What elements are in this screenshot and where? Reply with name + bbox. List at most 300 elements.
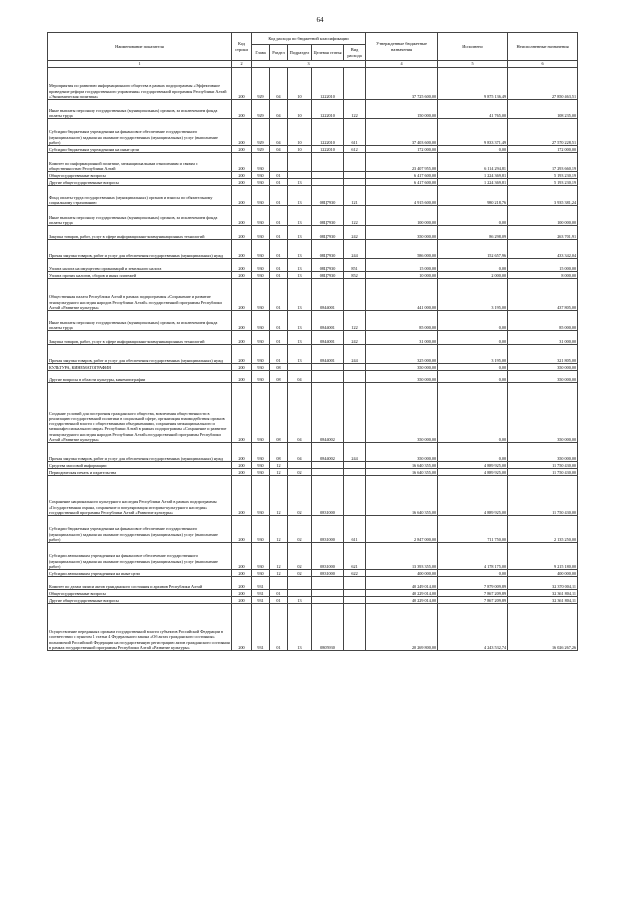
row-glava: 930 — [252, 279, 270, 311]
row-line-code: 200 — [232, 383, 252, 443]
row-executed: 3 195,00 — [438, 345, 508, 364]
row-unexecuted: 437 805,00 — [508, 279, 578, 311]
row-name: Уплата налога на имущество организаций и земельного налога — [48, 259, 232, 272]
column-number: 6 — [508, 61, 578, 68]
row-csr: 0805930 — [312, 604, 344, 651]
row-podrazdel: 13 — [288, 226, 312, 240]
row-line-code: 200 — [232, 604, 252, 651]
row-razdel: 01 — [270, 186, 288, 206]
row-csr — [312, 364, 344, 371]
row-csr: 1222010 — [312, 100, 344, 119]
table-row — [48, 119, 578, 146]
row-approved: 350 000,00 — [366, 383, 438, 443]
row-unexecuted: 15 000,00 — [508, 259, 578, 272]
header-csr: Целевая статья — [312, 45, 344, 61]
row-unexecuted: 263 701,91 — [508, 226, 578, 240]
row-razdel: 01 — [270, 226, 288, 240]
row-line-code: 200 — [232, 272, 252, 279]
row-podrazdel: 13 — [288, 311, 312, 331]
page-number: 64 — [316, 16, 324, 24]
row-executed: 9 833 371,49 — [438, 119, 508, 146]
table-row — [48, 172, 578, 179]
row-approved: 85 000,00 — [366, 311, 438, 331]
row-executed: 3 195,00 — [438, 279, 508, 311]
row-razdel: 01 — [270, 311, 288, 331]
row-executed: 0,00 — [438, 311, 508, 331]
row-glava: 929 — [252, 100, 270, 119]
row-glava: 930 — [252, 371, 270, 383]
row-csr: 0844001 — [312, 279, 344, 311]
header-podrazdel: Подраздел — [288, 45, 312, 61]
row-razdel: 01 — [270, 590, 288, 597]
row-glava: 930 — [252, 469, 270, 476]
row-approved: 16 640 355,00 — [366, 476, 438, 516]
table-row — [48, 345, 578, 364]
header-unexecuted: Неисполненные назначения — [508, 33, 578, 61]
row-vr — [344, 590, 366, 597]
row-unexecuted: 32 361 804,11 — [508, 597, 578, 604]
row-podrazdel: 04 — [288, 443, 312, 462]
row-executed: 0,00 — [438, 146, 508, 153]
row-line-code: 200 — [232, 570, 252, 577]
row-razdel: 01 — [270, 331, 288, 345]
row-podrazdel: 02 — [288, 469, 312, 476]
row-line-code: 200 — [232, 153, 252, 172]
row-csr — [312, 153, 344, 172]
row-line-code: 200 — [232, 100, 252, 119]
column-number: 5 — [438, 61, 508, 68]
row-glava: 930 — [252, 272, 270, 279]
row-vr — [344, 172, 366, 179]
row-csr — [312, 179, 344, 186]
row-glava: 930 — [252, 364, 270, 371]
row-executed: 7 867 209,89 — [438, 597, 508, 604]
row-podrazdel: 13 — [288, 331, 312, 345]
row-csr: 1222010 — [312, 68, 344, 100]
row-approved: 400 000,00 — [366, 570, 438, 577]
row-unexecuted: 350 000,00 — [508, 383, 578, 443]
row-csr: 0831000 — [312, 570, 344, 577]
row-approved: 2 847 000,00 — [366, 516, 438, 543]
row-razdel: 04 — [270, 68, 288, 100]
header-classification: Код расхода по бюджетной классификации — [252, 33, 366, 45]
row-vr — [344, 153, 366, 172]
table-row — [48, 259, 578, 272]
row-glava: 930 — [252, 311, 270, 331]
row-line-code: 200 — [232, 371, 252, 383]
row-unexecuted: 27 850 463,51 — [508, 68, 578, 100]
row-line-code: 200 — [232, 331, 252, 345]
row-razdel — [270, 577, 288, 590]
row-name: КУЛЬТУРА, КИНЕМАТОГРАФИЯ — [48, 364, 232, 371]
row-vr: 622 — [344, 570, 366, 577]
row-approved: 40 229 014,00 — [366, 597, 438, 604]
row-line-code: 200 — [232, 597, 252, 604]
row-executed: 41 765,00 — [438, 100, 508, 119]
row-unexecuted: 172 000,00 — [508, 146, 578, 153]
row-executed: 711 750,00 — [438, 516, 508, 543]
row-vr: 612 — [344, 146, 366, 153]
row-csr: 08Ц7930 — [312, 259, 344, 272]
row-razdel: 01 — [270, 259, 288, 272]
row-name: Осуществление переданных органам государственной власти субъектов Российской Федерации в соответствии с пунктом 1 статьи 4 Федерального закона «Об актах гражданского состояния» полномочий Российской Федерации на государственную регистрацию актов гражданского состояния в рамках государственной программы Республики Алтай «Развитие культуры» — [48, 604, 232, 651]
row-approved: 13 393 355,00 — [366, 543, 438, 570]
row-csr — [312, 462, 344, 469]
row-line-code: 200 — [232, 68, 252, 100]
row-vr — [344, 68, 366, 100]
row-podrazdel — [288, 172, 312, 179]
row-unexecuted: 433 342,04 — [508, 240, 578, 259]
row-vr — [344, 371, 366, 383]
row-podrazdel: 10 — [288, 119, 312, 146]
row-line-code: 200 — [232, 345, 252, 364]
row-glava: 930 — [252, 153, 270, 172]
column-number: 4 — [366, 61, 438, 68]
row-vr — [344, 383, 366, 443]
row-executed: 0,00 — [438, 371, 508, 383]
table-row — [48, 240, 578, 259]
row-vr: 122 — [344, 100, 366, 119]
row-executed: 86 298,09 — [438, 226, 508, 240]
row-unexecuted: 321 805,00 — [508, 345, 578, 364]
row-executed: 0,00 — [438, 383, 508, 443]
row-approved: 37 725 600,00 — [366, 68, 438, 100]
row-vr — [344, 476, 366, 516]
row-razdel: 08 — [270, 371, 288, 383]
table-row — [48, 279, 578, 311]
row-approved: 325 000,00 — [366, 345, 438, 364]
row-vr — [344, 469, 366, 476]
row-unexecuted: 8 000,00 — [508, 272, 578, 279]
header-executed: Исполнено — [438, 33, 508, 61]
table-body — [48, 68, 578, 651]
row-line-code: 200 — [232, 259, 252, 272]
header-line-code: Код строки — [232, 33, 252, 61]
row-line-code: 200 — [232, 172, 252, 179]
row-executed: 152 657,96 — [438, 240, 508, 259]
row-line-code: 200 — [232, 179, 252, 186]
row-approved: 37 403 600,00 — [366, 119, 438, 146]
row-approved: 4 915 600,00 — [366, 186, 438, 206]
row-approved: 586 000,00 — [366, 240, 438, 259]
row-razdel: 01 — [270, 179, 288, 186]
row-name: Иные выплаты персоналу государственных (муниципальных) органов, за исключением фонда оплаты труда — [48, 206, 232, 226]
row-unexecuted: 11 750 430,00 — [508, 476, 578, 516]
row-name: Фонд оплаты труда государственных (муниципальных) органов и взносы по обязательному социальному страхованию — [48, 186, 232, 206]
row-podrazdel: 10 — [288, 68, 312, 100]
row-csr — [312, 577, 344, 590]
row-podrazdel: 13 — [288, 179, 312, 186]
row-razdel: 08 — [270, 383, 288, 443]
column-number: 1 — [48, 61, 232, 68]
row-glava: 930 — [252, 462, 270, 469]
row-csr: 0831000 — [312, 516, 344, 543]
row-unexecuted: 32 361 804,11 — [508, 590, 578, 597]
row-glava: 930 — [252, 186, 270, 206]
row-podrazdel — [288, 590, 312, 597]
row-razdel: 12 — [270, 469, 288, 476]
row-executed: 7 867 209,89 — [438, 590, 508, 597]
row-podrazdel: 02 — [288, 570, 312, 577]
row-executed: 0,00 — [438, 259, 508, 272]
row-unexecuted: 5 193 230,19 — [508, 172, 578, 179]
row-name: Субсидии бюджетным учреждениям на финансовое обеспечение государственного (муниципального) задания на оказание государственных (муниципальных) услуг (выполнение работ) — [48, 516, 232, 543]
row-podrazdel: 02 — [288, 476, 312, 516]
row-podrazdel: 13 — [288, 240, 312, 259]
row-razdel: 08 — [270, 443, 288, 462]
row-csr — [312, 371, 344, 383]
row-line-code: 200 — [232, 364, 252, 371]
row-csr: 0844001 — [312, 331, 344, 345]
row-vr — [344, 604, 366, 651]
row-name: Закупка товаров, работ, услуг в сфере информационно-коммуникационных технологий — [48, 331, 232, 345]
row-line-code: 200 — [232, 240, 252, 259]
table-row — [48, 476, 578, 516]
row-approved: 10 000,00 — [366, 272, 438, 279]
row-csr — [312, 597, 344, 604]
row-glava: 930 — [252, 383, 270, 443]
row-unexecuted: 27 570 228,51 — [508, 119, 578, 146]
table-row — [48, 543, 578, 570]
row-csr: 08Ц7930 — [312, 226, 344, 240]
row-razdel: 12 — [270, 543, 288, 570]
header-approved: Утвержденные бюджетные назначения — [366, 33, 438, 61]
row-name: Субсидии автономным учреждениям на иные цели — [48, 570, 232, 577]
row-podrazdel: 02 — [288, 543, 312, 570]
row-approved: 23 407 955,00 — [366, 153, 438, 172]
header-vr: Вид расхода — [344, 45, 366, 61]
row-csr: 08Ц7930 — [312, 206, 344, 226]
row-vr: 611 — [344, 516, 366, 543]
row-name: Другие вопросы в области культуры, кинематографии — [48, 371, 232, 383]
table-row — [48, 577, 578, 590]
row-podrazdel: 13 — [288, 259, 312, 272]
row-podrazdel: 13 — [288, 604, 312, 651]
row-glava: 929 — [252, 68, 270, 100]
row-vr — [344, 179, 366, 186]
row-podrazdel — [288, 462, 312, 469]
row-vr: 621 — [344, 543, 366, 570]
table-row — [48, 383, 578, 443]
row-csr: 08Ц7930 — [312, 272, 344, 279]
row-vr — [344, 364, 366, 371]
row-line-code: 200 — [232, 577, 252, 590]
row-approved: 441 000,00 — [366, 279, 438, 311]
row-name: Иные выплаты персоналу государственных (муниципальных) органов, за исключением фонда оплаты труда — [48, 311, 232, 331]
row-line-code: 200 — [232, 226, 252, 240]
row-name: Прочая закупка товаров, работ и услуг для обеспечения государственных (муниципальных) нужд — [48, 240, 232, 259]
row-podrazdel: 13 — [288, 186, 312, 206]
row-unexecuted: 2 135 250,00 — [508, 516, 578, 543]
row-glava: 930 — [252, 179, 270, 186]
row-executed: 0,00 — [438, 364, 508, 371]
row-csr: 0831000 — [312, 476, 344, 516]
row-podrazdel: 10 — [288, 146, 312, 153]
column-number: 3 — [252, 61, 366, 68]
row-approved: 31 000,00 — [366, 331, 438, 345]
row-name: Субсидии бюджетным учреждениям на иные цели — [48, 146, 232, 153]
row-vr: 851 — [344, 259, 366, 272]
row-csr — [312, 590, 344, 597]
row-glava: 931 — [252, 590, 270, 597]
row-unexecuted: 5 193 230,19 — [508, 179, 578, 186]
row-csr: 08Ц7930 — [312, 240, 344, 259]
row-unexecuted: 350 000,00 — [508, 443, 578, 462]
row-csr: 1222010 — [312, 119, 344, 146]
row-name: Мероприятия по развитию информационного общества в рамках подпрограммы «Эффективное проведение реформ государственного управления» государственной программы Республики Алтай «Экономическая политика» — [48, 68, 232, 100]
budget-table — [47, 32, 578, 651]
row-name: Субсидии автономным учреждениям на финансовое обеспечение государственного (муниципального) задания на оказание государственных (муниципальных) услуг (выполнение работ) — [48, 543, 232, 570]
row-razdel: 01 — [270, 597, 288, 604]
row-name: Комитет по делам записи актов гражданского состояния и архивов Республики Алтай — [48, 577, 232, 590]
row-glava: 930 — [252, 516, 270, 543]
row-glava: 930 — [252, 172, 270, 179]
row-razdel: 12 — [270, 462, 288, 469]
row-razdel: 01 — [270, 604, 288, 651]
row-line-code: 200 — [232, 119, 252, 146]
table-row — [48, 469, 578, 476]
table-row — [48, 153, 578, 172]
table-row — [48, 597, 578, 604]
row-podrazdel: 13 — [288, 279, 312, 311]
row-unexecuted: 32 370 004,11 — [508, 577, 578, 590]
row-podrazdel: 13 — [288, 206, 312, 226]
row-name: Прочая закупка товаров, работ и услуг для обеспечения государственных (муниципальных) нужд — [48, 345, 232, 364]
row-csr: 08Ц7930 — [312, 186, 344, 206]
row-approved: 172 000,00 — [366, 146, 438, 153]
row-name: Прочая закупка товаров, работ и услуг для обеспечения государственных (муниципальных) нужд — [48, 443, 232, 462]
row-razdel — [270, 153, 288, 172]
row-glava: 930 — [252, 543, 270, 570]
row-line-code: 200 — [232, 206, 252, 226]
table-row — [48, 226, 578, 240]
table-row — [48, 443, 578, 462]
row-glava: 930 — [252, 226, 270, 240]
row-name: Общегосударственные вопросы — [48, 172, 232, 179]
row-podrazdel: 13 — [288, 272, 312, 279]
row-executed: 2 000,00 — [438, 272, 508, 279]
row-executed: 0,00 — [438, 331, 508, 345]
row-glava: 930 — [252, 345, 270, 364]
row-line-code: 200 — [232, 146, 252, 153]
row-approved: 16 640 355,00 — [366, 469, 438, 476]
row-name: Уплата прочих налогов, сборов и иных платежей — [48, 272, 232, 279]
table-row — [48, 179, 578, 186]
row-approved: 350 000,00 — [366, 364, 438, 371]
row-razdel: 01 — [270, 272, 288, 279]
row-csr — [312, 172, 344, 179]
row-approved: 6 417 600,00 — [366, 172, 438, 179]
row-glava: 929 — [252, 146, 270, 153]
row-csr: 0844001 — [312, 311, 344, 331]
row-glava: 931 — [252, 577, 270, 590]
row-approved: 100 000,00 — [366, 206, 438, 226]
row-approved: 40 229 014,00 — [366, 590, 438, 597]
row-vr — [344, 577, 366, 590]
row-executed: 0,00 — [438, 206, 508, 226]
row-razdel: 12 — [270, 516, 288, 543]
row-name: Закупка товаров, работ, услуг в сфере информационно-коммуникационных технологий — [48, 226, 232, 240]
row-razdel: 01 — [270, 206, 288, 226]
row-executed: 9 875 136,49 — [438, 68, 508, 100]
row-unexecuted: 11 750 430,00 — [508, 462, 578, 469]
row-unexecuted: 350 000,00 — [508, 364, 578, 371]
row-line-code: 200 — [232, 462, 252, 469]
table-row — [48, 68, 578, 100]
table-row — [48, 311, 578, 331]
row-vr: 122 — [344, 206, 366, 226]
row-approved: 16 640 355,00 — [366, 462, 438, 469]
row-name: Другие общегосударственные вопросы — [48, 179, 232, 186]
row-vr — [344, 597, 366, 604]
row-executed: 4 243 532,74 — [438, 604, 508, 651]
column-number: 2 — [232, 61, 252, 68]
row-line-code: 200 — [232, 443, 252, 462]
row-podrazdel — [288, 577, 312, 590]
row-razdel: 01 — [270, 172, 288, 179]
row-vr: 244 — [344, 240, 366, 259]
row-name: Субсидии бюджетным учреждениям на финансовое обеспечение государственного (муниципального) задания на оказание государственных (муниципальных) услуг (выполнение работ) — [48, 119, 232, 146]
row-unexecuted: 16 026 267,26 — [508, 604, 578, 651]
row-podrazdel: 13 — [288, 597, 312, 604]
row-approved: 40 249 014,00 — [366, 577, 438, 590]
row-csr: 0844001 — [312, 345, 344, 364]
row-unexecuted: 400 000,00 — [508, 570, 578, 577]
row-executed: 0,00 — [438, 570, 508, 577]
row-razdel: 01 — [270, 240, 288, 259]
row-executed: 1 224 369,81 — [438, 179, 508, 186]
row-csr: 0844002 — [312, 443, 344, 462]
row-vr: 242 — [344, 331, 366, 345]
row-executed: 4 889 925,00 — [438, 469, 508, 476]
row-unexecuted: 31 000,00 — [508, 331, 578, 345]
row-vr: 121 — [344, 186, 366, 206]
row-glava: 930 — [252, 476, 270, 516]
row-line-code: 200 — [232, 186, 252, 206]
row-line-code: 200 — [232, 516, 252, 543]
row-csr — [312, 469, 344, 476]
row-executed: 6 114 294,81 — [438, 153, 508, 172]
row-podrazdel — [288, 364, 312, 371]
row-name: Общественная палата Республики Алтай в рамках подпрограммы «Сохранение и развитие этнокультурного наследия народов Республики Алтай» государственной программы Республики Алтай «Развитие культуры» — [48, 279, 232, 311]
row-vr: 611 — [344, 119, 366, 146]
row-razdel: 12 — [270, 476, 288, 516]
table-row — [48, 364, 578, 371]
row-vr — [344, 462, 366, 469]
column-numbers-row — [48, 61, 578, 68]
table-row — [48, 206, 578, 226]
row-glava: 930 — [252, 443, 270, 462]
row-razdel: 04 — [270, 100, 288, 119]
table-row — [48, 570, 578, 577]
row-executed: 4 178 175,00 — [438, 543, 508, 570]
row-name: Иные выплаты персоналу государственных (муниципальных) органов, за исключением фонда оплаты труда — [48, 100, 232, 119]
row-name: Сохранение национального культурного наследия Республики Алтай в рамках подпрограммы «Государственная охрана, сохранение и популяризация историко-культурного наследия» государственной программы Республики Алтай «Развитие культуры» — [48, 476, 232, 516]
row-approved: 350 000,00 — [366, 443, 438, 462]
row-name: Общегосударственные вопросы — [48, 590, 232, 597]
table-row — [48, 590, 578, 597]
row-razdel: 01 — [270, 279, 288, 311]
row-executed: 4 889 925,00 — [438, 476, 508, 516]
row-name: Средства массовой информации — [48, 462, 232, 469]
row-vr — [344, 279, 366, 311]
table-row — [48, 462, 578, 469]
row-vr: 244 — [344, 345, 366, 364]
table-row — [48, 272, 578, 279]
row-approved: 350 000,00 — [366, 371, 438, 383]
row-glava: 930 — [252, 331, 270, 345]
row-executed: 4 889 925,00 — [438, 462, 508, 469]
